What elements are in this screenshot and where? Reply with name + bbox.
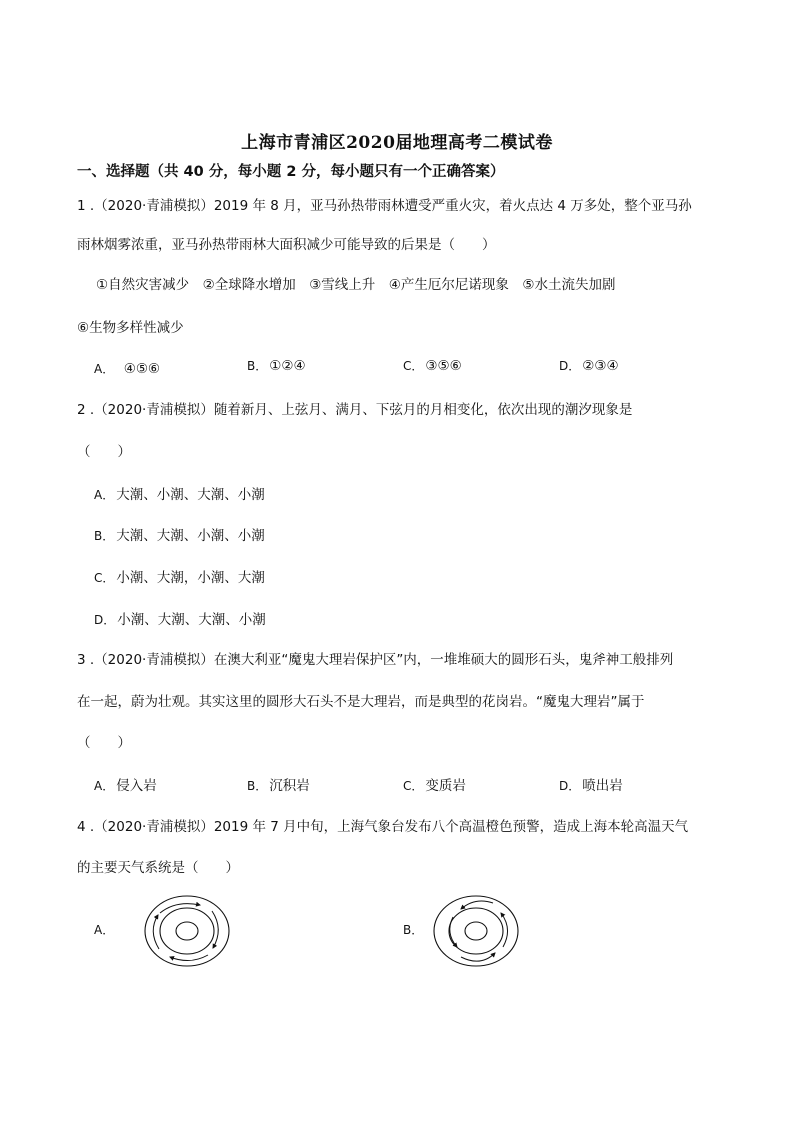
q3-option-d[interactable] <box>559 774 623 794</box>
option-text: ①②④ <box>269 358 306 374</box>
option-label: B． <box>403 923 424 937</box>
middle-isobar <box>449 908 503 954</box>
q3-option-b[interactable] <box>247 774 310 794</box>
q3-option-a[interactable] <box>94 774 157 794</box>
q2-stem-line-1: 2 .（2020·青浦模拟）随着新月、上弦月、满月、下弦月的月相变化，依次出现的潮汐现象是 <box>77 402 633 418</box>
section-heading: 一、选择题（共 40 分，每小题 2 分，每小题只有一个正确答案） <box>77 164 505 180</box>
q1-stem-line-1: 1 .（2020·青浦模拟）2019 年 8 月，亚马孙热带雨林遭受严重火灾，着火点达 4 万多处，整个亚马孙 <box>77 198 692 214</box>
q2-option-d[interactable] <box>94 608 266 628</box>
q1-statements-line-1: ①自然灾害减少 ②全球降水增加 ③雪线上升 ④产生厄尔尼诺现象 ⑤水土流失加剧 <box>96 277 616 293</box>
q4-option-b[interactable] <box>403 921 425 938</box>
wind-arrow <box>170 955 208 961</box>
q4-stem-line-1: 4 .（2020·青浦模拟）2019 年 7 月中旬，上海气象台发布八个高温橙色预警，造成上海本轮高温天气 <box>77 819 689 835</box>
q3-stem-line-3: （ ） <box>77 735 131 751</box>
wind-arrow <box>212 911 218 948</box>
option-label: C． <box>403 779 424 793</box>
option-text: 小潮、大潮、大潮、小潮 <box>117 612 266 628</box>
option-label: D． <box>94 613 116 627</box>
option-text: 大潮、小潮、大潮、小潮 <box>116 487 265 503</box>
option-label: B． <box>247 359 268 373</box>
option-text: 大潮、大潮、小潮、小潮 <box>116 528 265 544</box>
q4-option-a[interactable] <box>94 921 116 938</box>
q3-stem-line-1: 3 .（2020·青浦模拟）在澳大利亚“魔鬼大理岩保护区”内，一堆堆硕大的圆形石头，鬼斧神工般排列 <box>77 652 674 668</box>
q1-option-d[interactable] <box>559 357 619 374</box>
option-label: A． <box>94 488 115 502</box>
option-text: 喷出岩 <box>582 778 623 794</box>
option-label: C． <box>403 359 424 373</box>
q2-option-b[interactable] <box>94 524 265 544</box>
wind-arrow <box>450 917 457 947</box>
q2-stem-line-2: （ ） <box>77 444 131 460</box>
option-label: B． <box>94 529 115 543</box>
wind-arrow <box>153 915 159 949</box>
q1-option-a[interactable] <box>94 357 160 377</box>
option-label: D． <box>559 779 581 793</box>
option-text: 侵入岩 <box>116 778 157 794</box>
option-text: ②③④ <box>582 358 619 374</box>
option-label: A． <box>94 362 109 376</box>
option-label: D． <box>559 359 581 373</box>
option-text: 变质岩 <box>425 778 466 794</box>
q3-stem-line-2: 在一起，蔚为壮观。其实这里的圆形大石头不是大理岩，而是典型的花岗岩。“魔鬼大理岩”属于 <box>77 694 645 710</box>
q4-option-b-pressure-diagram[interactable] <box>431 893 521 969</box>
inner-isobar <box>465 922 487 940</box>
option-text: ③⑤⑥ <box>425 358 462 374</box>
q2-option-c[interactable] <box>94 566 265 586</box>
option-label: C． <box>94 571 115 585</box>
q1-statements-line-2: ⑥生物多样性减少 <box>77 320 184 336</box>
q1-stem-line-2: 雨林烟雾浓重，亚马孙热带雨林大面积减少可能导致的后果是（ ） <box>77 237 496 253</box>
q1-option-c[interactable] <box>403 357 462 374</box>
q1-option-b[interactable] <box>247 357 306 374</box>
option-label: A． <box>94 779 115 793</box>
q4-stem-line-2: 的主要天气系统是（ ） <box>77 860 239 876</box>
outer-isobar <box>145 896 229 966</box>
option-label: A． <box>94 923 115 937</box>
q2-option-a[interactable] <box>94 483 265 503</box>
q4-option-a-pressure-diagram[interactable] <box>142 893 232 969</box>
outer-isobar <box>434 896 518 966</box>
option-text: 沉积岩 <box>269 778 310 794</box>
middle-isobar <box>160 908 214 954</box>
page-title: 上海市青浦区2020届地理高考二模试卷 <box>241 133 553 153</box>
option-text: 小潮、大潮，小潮、大潮 <box>116 570 265 586</box>
option-text: ④⑤⑥ <box>110 361 161 377</box>
wind-arrow <box>501 913 508 947</box>
option-label: B． <box>247 779 268 793</box>
inner-isobar <box>176 922 198 940</box>
q3-option-c[interactable] <box>403 774 466 794</box>
